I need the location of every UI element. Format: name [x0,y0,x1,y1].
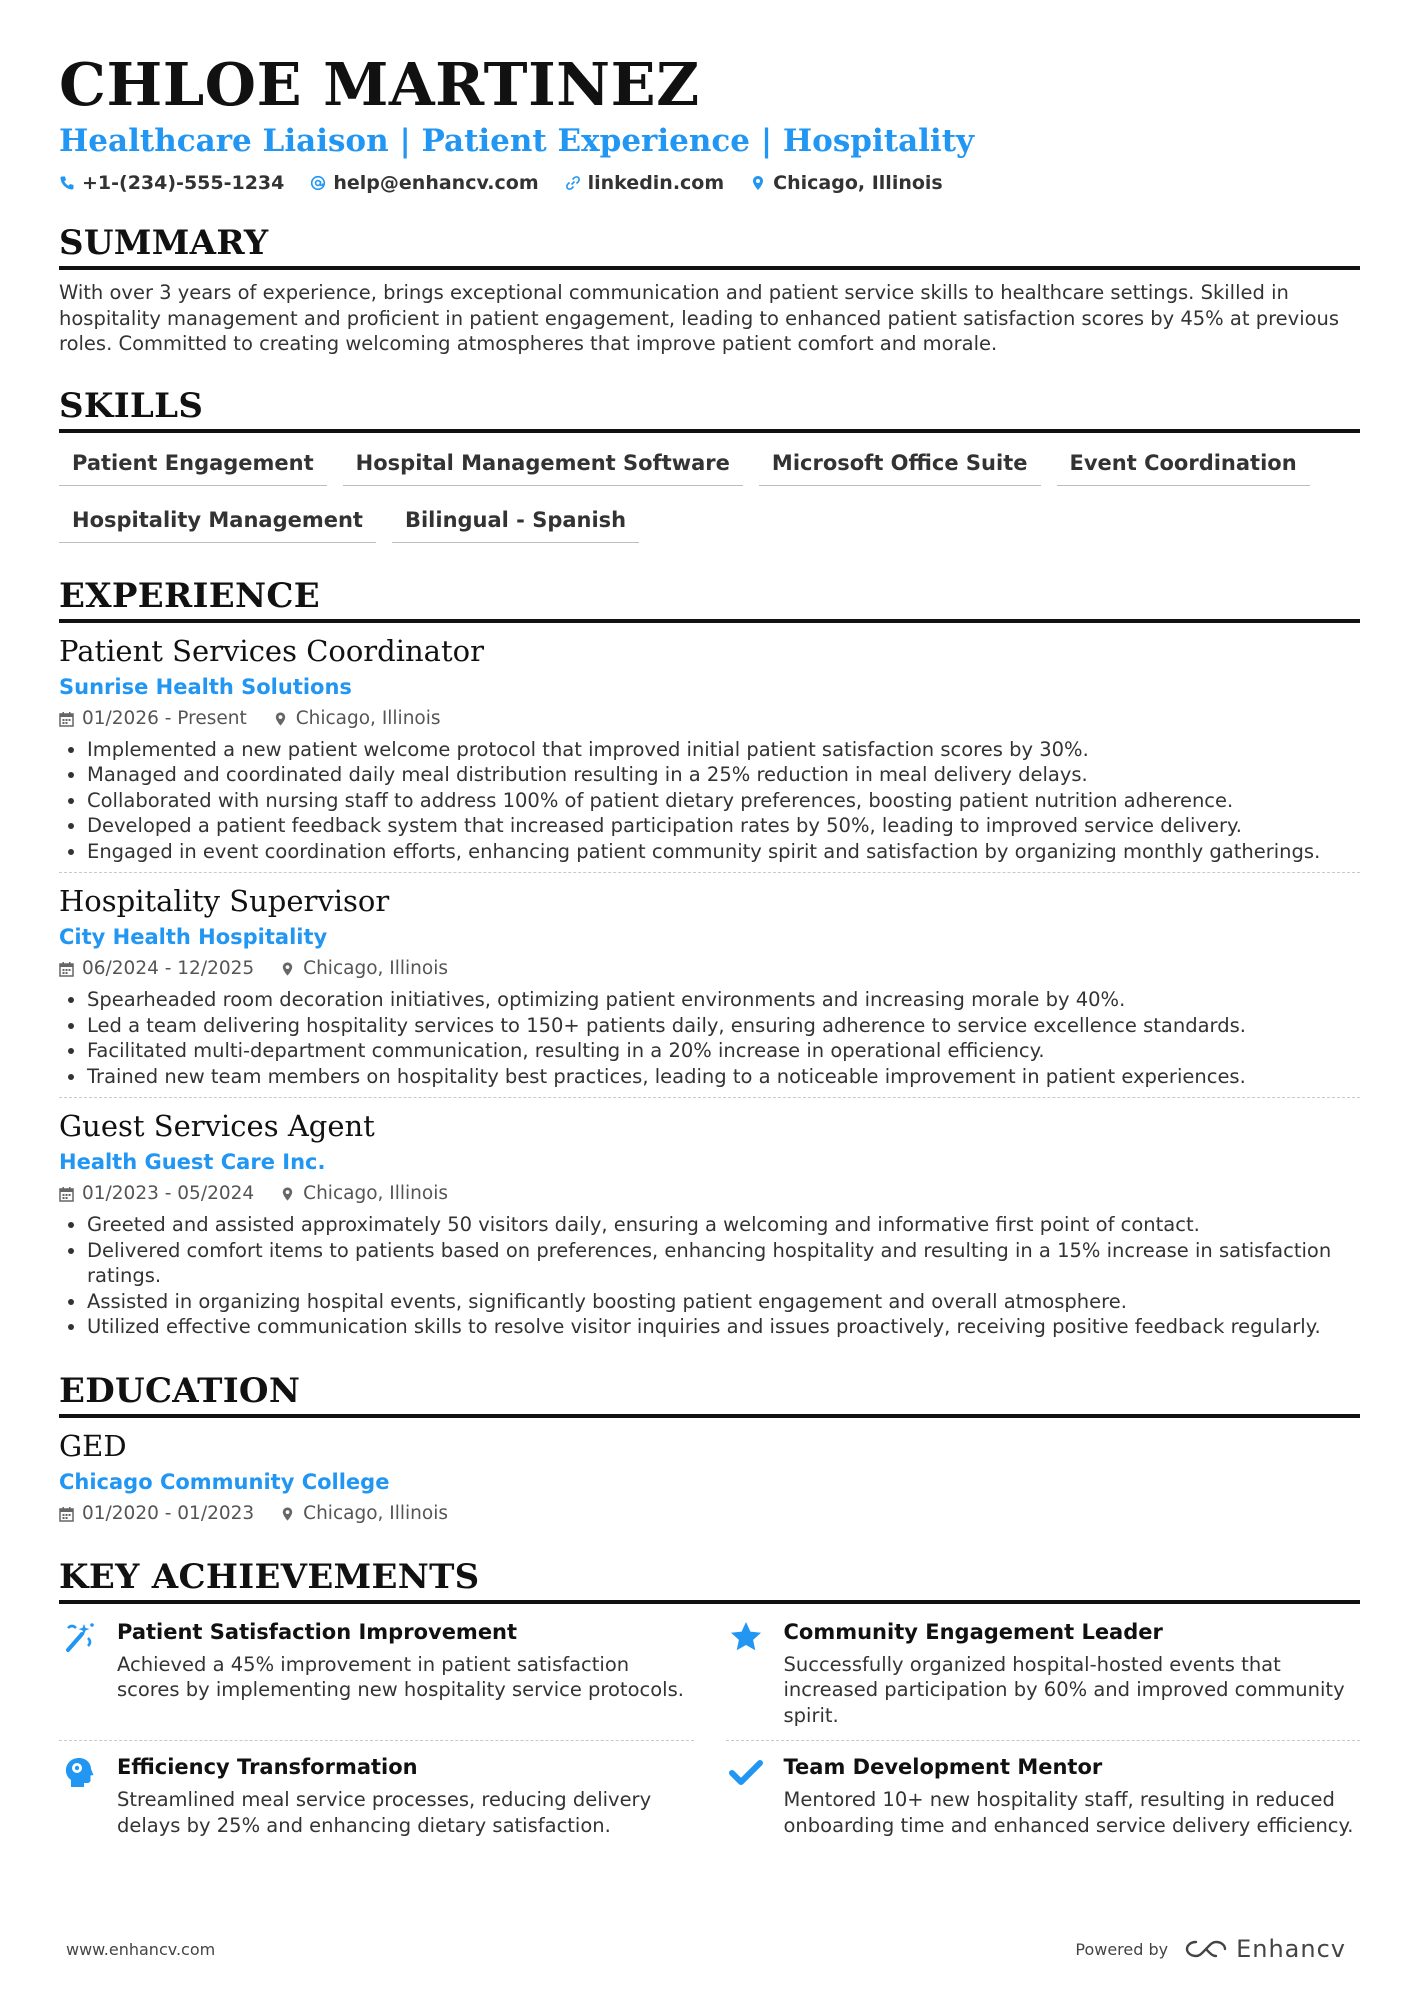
bullet: • Led a team delivering hospitality services to 150+ patients daily, ensuring adherence to service excellence standards. [87,1013,1360,1039]
bullet: • Facilitated multi-department communication, resulting in a 20% increase in operational efficiency. [87,1038,1360,1064]
achievement-body [117,1618,694,1729]
job-location [280,957,448,981]
education-meta [59,1502,1360,1526]
location-pin-icon [280,1506,295,1522]
achievement-body [784,1618,1361,1729]
achievement-item [726,1618,1361,1742]
bullet: • Trained new team members on hospitality best practices, leading to a noticeable improvement in patient experiences. [87,1064,1360,1090]
contact-linkedin[interactable] [565,172,725,194]
calendar-icon [59,711,74,727]
calendar-icon [59,961,74,977]
experience-title: EXPERIENCE [59,575,1360,623]
education-location-text: Chicago, Illinois [303,1502,448,1524]
achievement-item [59,1753,694,1850]
magic-wand-icon [62,1620,96,1654]
bullet: • Collaborated with nursing staff to address 100% of patient dietary preferences, boosting patient nutrition adherence. [87,788,1360,814]
footer-website[interactable]: www.enhancv.com [66,1939,216,1959]
calendar-icon [59,1506,74,1522]
achievement-item [726,1753,1361,1850]
job-entry [59,1108,1360,1348]
bullet: • Assisted in organizing hospital events, significantly boosting patient engagement and overall atmosphere. [87,1289,1360,1315]
location-pin-icon [280,1186,295,1202]
job-bullets [59,987,1360,1089]
location-pin-icon [750,175,766,191]
skill-tag: Bilingual - Spanish [392,502,639,543]
job-dates [59,957,254,981]
contact-email[interactable] [310,172,538,194]
job-meta [59,957,1360,981]
summary-text: With over 3 years of experience, brings exceptional communication and patient service skills to healthcare settings. Skilled in hospitality management and proficient in patient engagement, leading to enhanced patient satisfaction scores by 45% at previous roles. Committed to creating welcoming atmospheres that improve patient comfort and morale. [59,281,1340,355]
achievements-title: KEY ACHIEVEMENTS [59,1556,1360,1604]
checkmark-icon [729,1755,763,1789]
achievement-icon-wrap [59,1618,99,1729]
job-location [273,707,441,731]
achievement-title: Patient Satisfaction Improvement [117,1619,518,1644]
achievement-icon-wrap [726,1618,766,1729]
star-icon [729,1620,763,1654]
skill-tag: Hospitality Management [59,502,376,543]
job-location-text: Chicago, Illinois [303,1183,448,1204]
job-dates-text: 01/2023 - 05/2024 [82,1183,255,1204]
achievement-desc: Successfully organized hospital-hosted events that increased participation by 60% and improved community spirit. [783,1652,1345,1727]
enhancv-logo-icon [1184,1938,1228,1960]
phone-icon [59,175,75,191]
resume-page [59,50,1360,1862]
bullet: • Implemented a new patient welcome protocol that improved initial patient satisfaction scores by 30%. [87,737,1360,763]
contact-location [750,172,943,194]
achievement-icon-wrap [59,1753,99,1838]
contact-bar [59,172,1360,194]
footer [66,1935,1346,1963]
contact-phone[interactable] [59,172,284,194]
job-dates [59,707,247,731]
summary-title: SUMMARY [59,222,1360,270]
powered-by [1075,1935,1346,1963]
job-entry [59,883,1360,1098]
head-brain-icon [62,1755,96,1789]
degree: GED [59,1428,127,1463]
education-section [59,1370,1360,1534]
candidate-name: CHLOE MARTINEZ [59,50,700,119]
school-name: Chicago Community College [59,1469,390,1494]
bullet: • Managed and coordinated daily meal distribution resulting in a 25% reduction in meal delivery delays. [87,762,1360,788]
skills-section [59,385,1360,543]
job-dates [59,1182,254,1206]
achievement-title: Team Development Mentor [783,1755,1103,1779]
skill-tag: Hospital Management Software [343,445,743,486]
calendar-icon [59,1186,74,1202]
job-meta [59,1182,1360,1206]
achievement-body [117,1753,694,1838]
achievement-body [784,1753,1361,1838]
skills-list [59,445,1360,543]
job-location-text: Chicago, Illinois [303,958,448,979]
skills-title: SKILLS [59,385,1360,433]
company-name: Health Guest Care Inc. [59,1150,326,1174]
summary-section [59,222,1360,357]
phone-text: +1-(234)-555-1234 [82,172,285,194]
bullet: • Developed a patient feedback system that increased participation rates by 50%, leading to improved service delivery. [87,813,1360,839]
education-entry [59,1428,1360,1534]
achievement-desc: Mentored 10+ new hospitality staff, resulting in reduced onboarding time and enhanced service delivery efficiency. [783,1788,1354,1837]
bullet: • Utilized effective communication skills to resolve visitor inquiries and issues proactively, receiving positive feedback regularly. [87,1314,1360,1340]
location-text: Chicago, Illinois [773,172,943,194]
company-name: Sunrise Health Solutions [59,674,352,699]
at-icon [310,175,326,191]
skill-tag: Microsoft Office Suite [759,445,1041,486]
achievement-desc: Achieved a 45% improvement in patient satisfaction scores by implementing new hospitality service protocols. [117,1652,684,1701]
education-title: EDUCATION [59,1370,1360,1418]
enhancv-logo[interactable] [1184,1935,1346,1963]
linkedin-text: linkedin.com [587,172,725,194]
achievement-desc: Streamlined meal service processes, reducing delivery delays by 25% and enhancing dietary satisfaction. [117,1788,652,1837]
experience-section [59,575,1360,1348]
job-location-text: Chicago, Illinois [295,707,441,729]
skill-tag: Patient Engagement [59,445,327,486]
bullet: • Greeted and assisted approximately 50 visitors daily, ensuring a welcoming and informative first point of contact. [87,1212,1360,1238]
job-meta [59,707,1360,731]
link-icon [565,175,581,191]
skill-tag: Event Coordination [1057,445,1310,486]
job-entry [59,633,1360,874]
achievements-grid [59,1618,1360,1863]
job-bullets [59,1212,1360,1340]
location-pin-icon [273,711,288,727]
achievement-title: Community Engagement Leader [783,1619,1163,1644]
achievements-section [59,1556,1360,1863]
job-title: Patient Services Coordinator [59,633,484,668]
job-title: Hospitality Supervisor [59,884,390,918]
job-title: Guest Services Agent [59,1109,375,1143]
achievement-title: Efficiency Transformation [117,1755,418,1779]
education-location [280,1502,448,1526]
education-dates [59,1502,254,1526]
job-bullets [59,737,1360,865]
brand-name: Enhancv [1236,1935,1346,1963]
email-text: help@enhancv.com [333,172,539,194]
company-name: City Health Hospitality [59,925,328,949]
achievement-icon-wrap [726,1753,766,1838]
location-pin-icon [280,961,295,977]
job-dates-text: 01/2026 - Present [82,707,247,729]
job-location [280,1182,448,1206]
education-dates-text: 01/2020 - 01/2023 [82,1502,255,1524]
bullet: • Delivered comfort items to patients based on preferences, enhancing hospitality and resulting in a 15% increase in satisfaction ratings. [87,1238,1360,1289]
achievement-item [59,1618,694,1742]
powered-by-label: Powered by [1075,1939,1169,1959]
bullet: • Engaged in event coordination efforts, enhancing patient community spirit and satisfaction by organizing monthly gatherings. [87,839,1360,865]
headline: Healthcare Liaison | Patient Experience | Hospitality [59,123,975,159]
bullet: • Spearheaded room decoration initiatives, optimizing patient environments and increasing morale by 40%. [87,987,1360,1013]
job-dates-text: 06/2024 - 12/2025 [82,958,255,979]
